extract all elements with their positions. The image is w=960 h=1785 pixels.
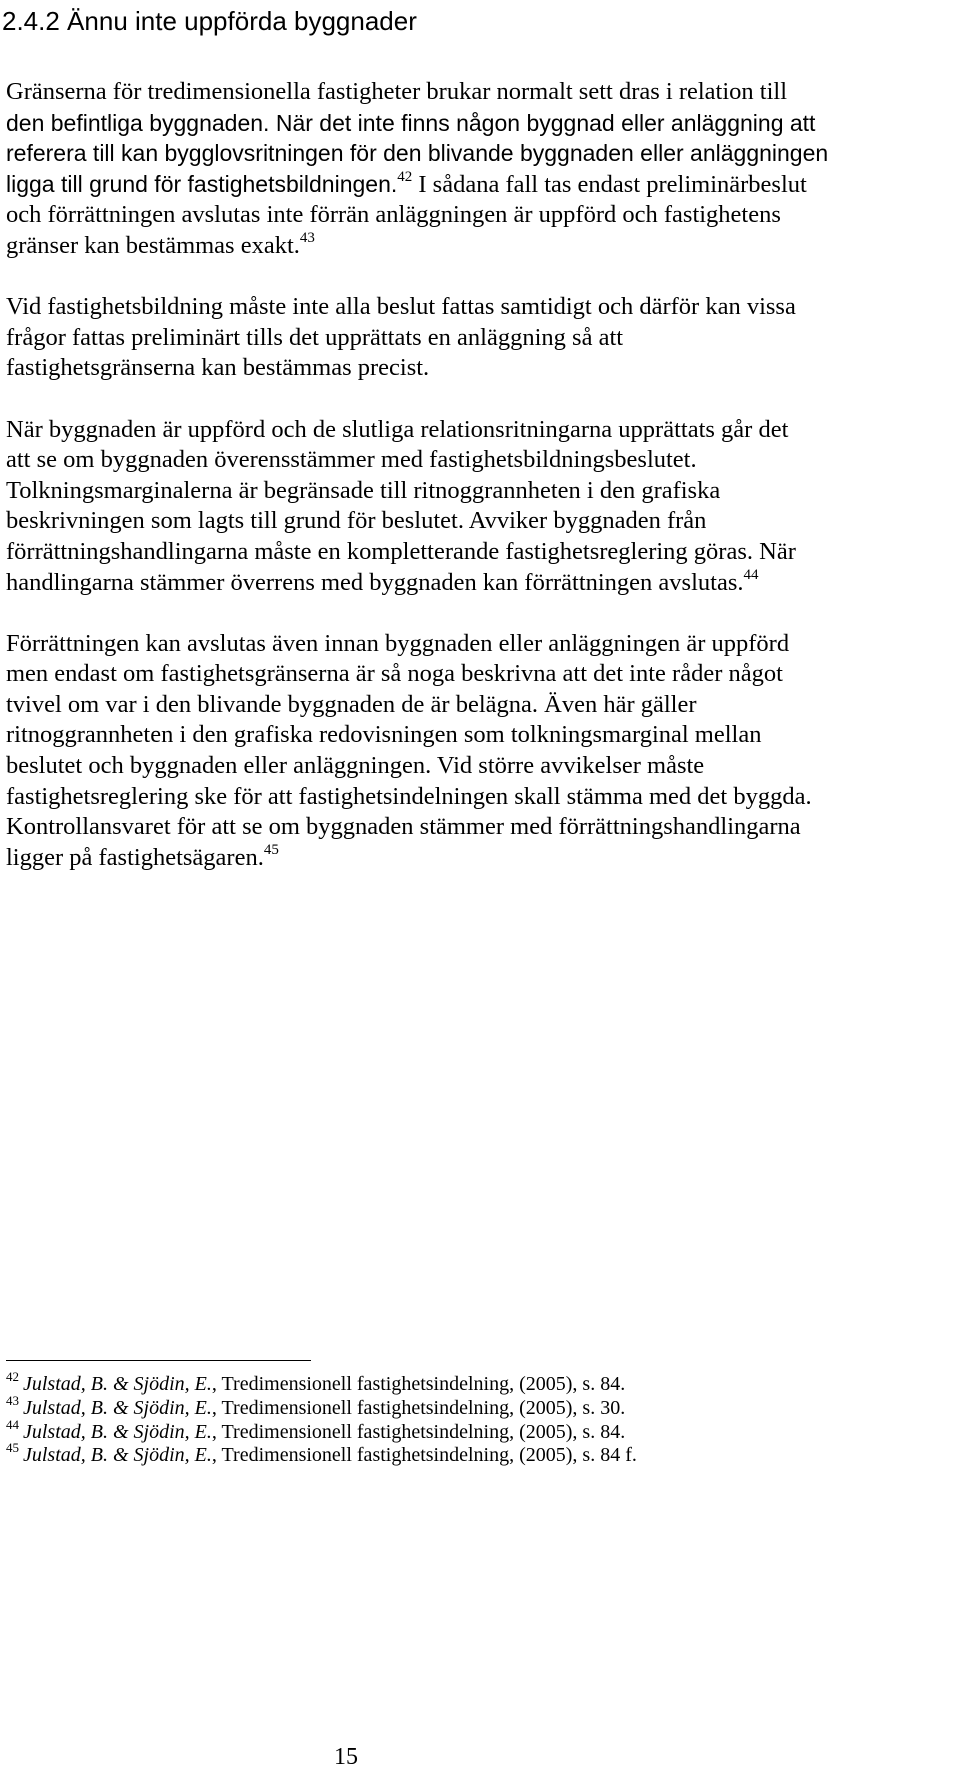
- text-line: [6, 169, 950, 201]
- text-line: beskrivningen som lagts till grund för beslutet. Avviker byggnaden från: [6, 507, 707, 535]
- footnote-ref: 43: [299, 229, 315, 246]
- footnote-44: [6, 1416, 950, 1445]
- text-line: Vid fastighetsbildning måste inte alla beslut fattas samtidigt och därför kan vissa: [6, 293, 796, 321]
- text-line: och förrättningen avslutas inte förrän anläggningen är uppförd och fastighetens: [6, 201, 781, 229]
- body-text: [6, 77, 950, 904]
- text-line: Gränserna för tredimensionella fastigheter brukar normalt sett dras i relation till: [6, 78, 788, 105]
- text-line: Förrättningen kan avslutas även innan byggnaden eller anläggningen är uppförd: [6, 629, 790, 657]
- footnote-author: Julstad, B. & Sjödin, E.: [23, 1420, 212, 1443]
- text-line: När byggnaden är uppförd och de slutliga relationsritningarna upprättats går det: [6, 415, 789, 443]
- footnote-number: 43: [6, 1392, 19, 1408]
- text-segment: handlingarna stämmer överrens med byggnaden kan förrättningen avslutas.: [6, 568, 744, 596]
- text-line: beslutet och byggnaden eller anläggningen. Vid större avvikelser måste: [6, 752, 705, 780]
- section-heading: 2.4.2 Ännu inte uppförda byggnader: [2, 6, 417, 36]
- text-line: frågor fattas preliminärt tills det upprättats en anläggning så att: [6, 323, 624, 351]
- text-line: den befintliga byggnaden. När det inte finns någon byggnad eller anläggning att: [6, 109, 816, 136]
- text-line: fastighetsreglering ske för att fastighetsindelningen skall stämma med det byggda.: [6, 782, 812, 810]
- text-segment: I sådana fall tas endast preliminärbeslut: [418, 170, 807, 198]
- footnote-citation: , Tredimensionell fastighetsindelning, (2005), s. 84.: [211, 1420, 626, 1443]
- text-line: referera till kan bygglovsritningen för den blivande byggnaden eller anläggningen: [6, 140, 829, 167]
- footnote-ref: 45: [263, 841, 279, 858]
- footnote-citation: , Tredimensionell fastighetsindelning, (2005), s. 84 f.: [211, 1444, 637, 1467]
- footnote-separator: [6, 1360, 311, 1361]
- page-number-text: 15: [334, 1744, 358, 1770]
- footnote-citation: , Tredimensionell fastighetsindelning, (2005), s. 84.: [211, 1373, 626, 1395]
- text-segment: gränser kan bestämmas exakt.: [6, 231, 300, 259]
- paragraph-1: [6, 77, 950, 262]
- text-line: men endast om fastighetsgränserna är så noga beskrivna att det inte råder något: [6, 660, 783, 688]
- text-line: förrättningshandlingarna måste en kompletterande fastighetsreglering göras. När: [6, 537, 796, 565]
- footnote-number: 44: [6, 1416, 19, 1432]
- text-line: tvivel om var i den blivande byggnaden de är belägna. Även här gäller: [6, 690, 697, 718]
- footnote-ref: 42: [397, 168, 413, 185]
- text-segment: ligga till grund för fastighetsbildningen.: [6, 170, 398, 197]
- footnote-45: [6, 1440, 950, 1468]
- footnote-author: Julstad, B. & Sjödin, E.: [23, 1373, 212, 1395]
- text-line: fastighetsgränserna kan bestämmas precist.: [6, 354, 430, 382]
- text-line: Tolkningsmarginalerna är begränsade till ritnoggrannheten i den grafiska: [6, 476, 721, 504]
- paragraph-2: [6, 292, 950, 384]
- footnote-number: 42: [6, 1369, 19, 1384]
- footnotes: [6, 1369, 950, 1468]
- text-line: [6, 231, 950, 262]
- footnote-ref: 44: [743, 566, 759, 583]
- text-line: Kontrollansvaret för att se om byggnaden stämmer med förrättningshandlingarna: [6, 813, 801, 841]
- footnote-author: Julstad, B. & Sjödin, E.: [23, 1396, 212, 1419]
- text-line: ritnoggrannheten i den grafiska redovisningen som tolkningsmarginal mellan: [6, 721, 762, 749]
- footnote-citation: , Tredimensionell fastighetsindelning, (2005), s. 30.: [211, 1396, 626, 1419]
- page-number: [0, 1744, 960, 1771]
- footnote-43: [6, 1392, 950, 1421]
- footnote-number: 45: [6, 1440, 19, 1456]
- footnote-42: [6, 1369, 950, 1397]
- paragraph-4: [6, 629, 950, 874]
- text-line: att se om byggnaden överensstämmer med fastighetsbildningsbeslutet.: [6, 446, 697, 474]
- text-segment: ligger på fastighetsägaren.: [6, 843, 264, 871]
- footnote-author: Julstad, B. & Sjödin, E.: [23, 1444, 212, 1467]
- text-line: [6, 843, 950, 874]
- paragraph-3: [6, 415, 950, 599]
- text-line: [6, 568, 950, 599]
